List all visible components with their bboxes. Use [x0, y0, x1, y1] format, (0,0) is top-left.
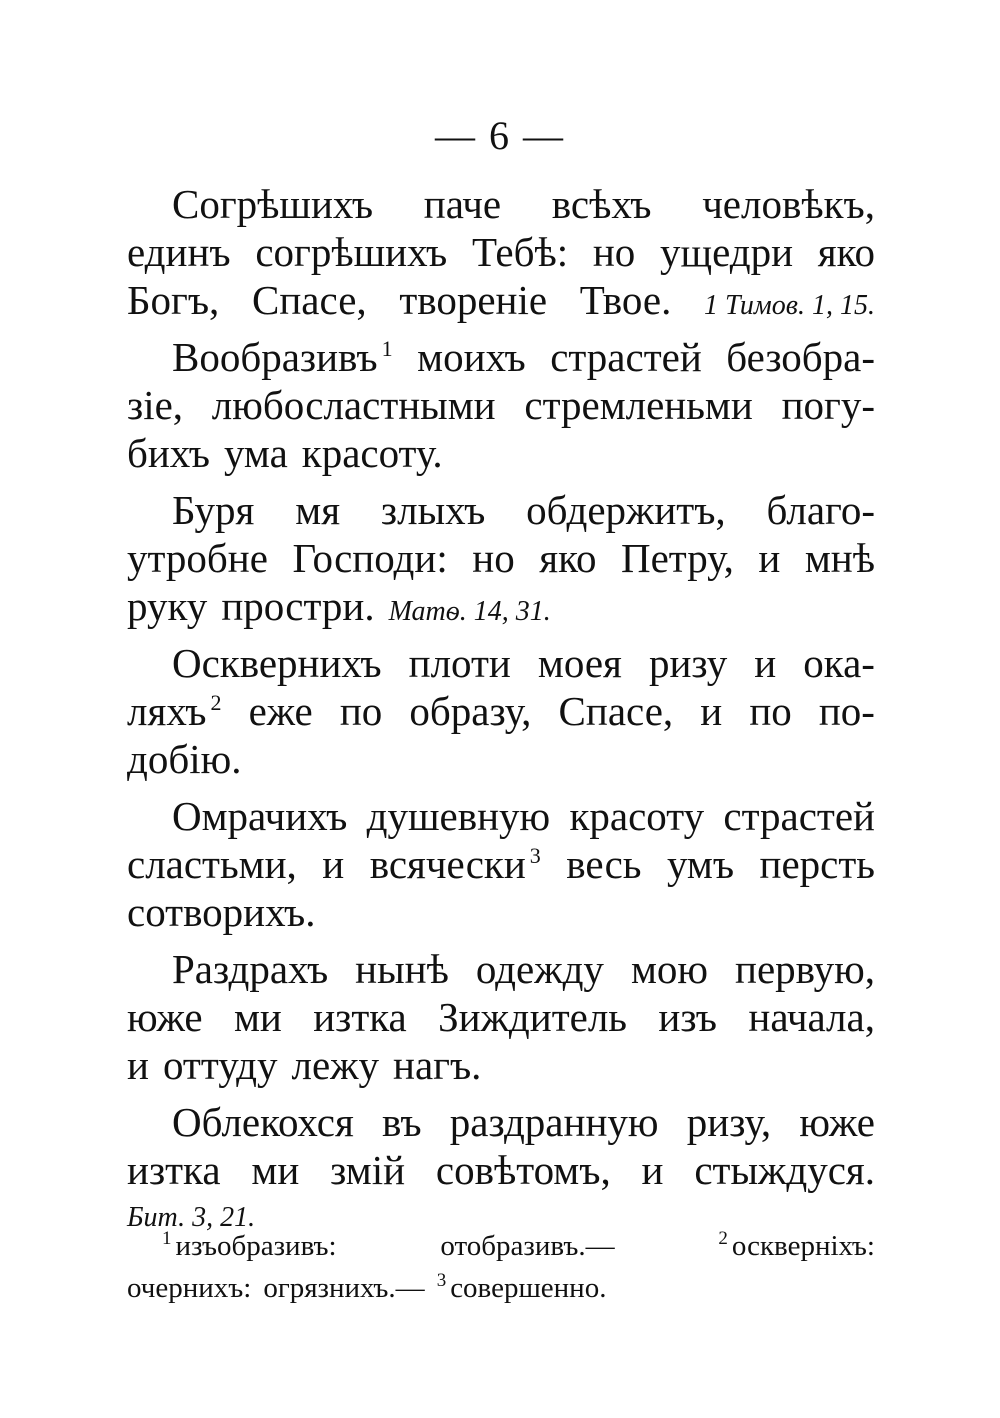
word: умъ	[666, 841, 735, 887]
word: Спасе,	[558, 688, 674, 734]
word: юже	[127, 994, 203, 1040]
word: Тебѣ:	[471, 229, 569, 275]
word: по-	[818, 688, 875, 734]
text-line	[127, 534, 875, 582]
word: мою	[630, 946, 709, 992]
word: оттуду	[162, 1042, 278, 1088]
text-line	[127, 429, 875, 477]
footnotes	[127, 1225, 875, 1309]
word: ока-	[803, 640, 875, 686]
word: безобра-	[726, 334, 875, 380]
word: начала,	[748, 994, 875, 1040]
stanza	[127, 639, 875, 783]
word: плоти	[408, 640, 511, 686]
footnote-marker: 3	[529, 843, 541, 869]
word: красоту	[569, 793, 705, 839]
word: всячески $^3$	[369, 841, 541, 887]
word: благо-	[766, 487, 875, 533]
text-line	[127, 333, 875, 381]
text-line	[127, 639, 875, 687]
word: весь	[566, 841, 642, 887]
stanza	[127, 333, 875, 477]
footnote-marker: 1	[381, 336, 393, 362]
word: сотворихъ.	[127, 889, 316, 935]
word: моея	[537, 640, 622, 686]
footnote-entry: $^2$ оскверніхъ:	[718, 1228, 875, 1262]
word: и	[754, 640, 777, 686]
scripture-reference: Матѳ. 14, 31.	[388, 596, 551, 627]
word: злыхъ	[380, 487, 486, 533]
text-line	[127, 888, 875, 936]
text-line	[127, 1098, 875, 1146]
word: страстей	[723, 793, 875, 839]
word: Петру,	[620, 535, 734, 581]
word: и	[758, 535, 781, 581]
word: ущедри	[660, 229, 794, 275]
text-line	[127, 840, 875, 888]
word: первую,	[735, 946, 875, 992]
footnote-marker: 3	[436, 1270, 447, 1292]
word: по	[749, 688, 792, 734]
word: раздранную	[449, 1099, 659, 1145]
word: лежу	[291, 1042, 379, 1088]
footnote-entry: $^1$ изъобразивъ:	[162, 1228, 337, 1262]
word: Богъ,	[127, 277, 220, 323]
footnote-marker: 2	[718, 1228, 728, 1250]
footnote-marker: 1	[162, 1228, 172, 1250]
word: ризу	[648, 640, 728, 686]
word: стремленьми	[524, 382, 753, 428]
word: изъ	[658, 994, 718, 1040]
word: яко	[539, 535, 597, 581]
word: но	[472, 535, 515, 581]
word: паче	[423, 181, 502, 227]
text-line	[127, 180, 875, 228]
word: одежду	[475, 946, 604, 992]
text-line	[127, 381, 875, 429]
word: бихъ	[127, 430, 210, 476]
word: страстей	[550, 334, 702, 380]
word: стыждуся.	[694, 1147, 875, 1193]
word: сластьми,	[127, 841, 297, 887]
text-line	[127, 1146, 875, 1194]
word: мя	[295, 487, 341, 533]
word: любосластными	[211, 382, 496, 428]
text-line	[127, 1041, 875, 1089]
word: персть	[759, 841, 875, 887]
scripture-reference: 1 Тимов. 1, 15.	[704, 290, 875, 321]
word: твореніе	[399, 277, 548, 323]
word: красоту.	[301, 430, 443, 476]
page-number: — 6 —	[435, 113, 565, 158]
text-line	[127, 735, 875, 783]
word: изтка	[313, 994, 407, 1040]
word: Раздрахъ	[172, 946, 329, 992]
word: душевную	[366, 793, 551, 839]
word: изтка	[127, 1147, 221, 1193]
word: ризу,	[686, 1099, 772, 1145]
word: Буря	[172, 487, 255, 533]
stanza	[127, 486, 875, 630]
word: ми	[233, 994, 282, 1040]
word: Омрачихъ	[172, 793, 348, 839]
word: яко	[817, 229, 875, 275]
word: образу,	[409, 688, 532, 734]
word: Облекохся	[172, 1099, 354, 1145]
text-line	[127, 486, 875, 534]
word: согрѣшихъ	[255, 229, 448, 275]
word: еже	[248, 688, 313, 734]
word: нагъ.	[393, 1042, 482, 1088]
footnote-line	[127, 1267, 875, 1309]
word: мнѣ	[804, 535, 875, 581]
text-line	[127, 945, 875, 993]
word: всѣхъ	[551, 181, 652, 227]
word: моихъ	[417, 334, 526, 380]
stanza	[127, 945, 875, 1089]
text-line	[127, 582, 875, 630]
scripture-reference: Бит. 3, 21.	[127, 1202, 256, 1233]
word: единъ	[127, 229, 231, 275]
word: погу-	[781, 382, 875, 428]
word: ляхъ $^2$	[127, 688, 222, 734]
word: ума	[223, 430, 288, 476]
word: и	[322, 841, 345, 887]
word: Осквернихъ	[172, 640, 382, 686]
word: и	[127, 1042, 149, 1088]
text-line	[127, 993, 875, 1041]
word: Твое.	[579, 277, 672, 323]
word: человѣкъ,	[702, 181, 875, 227]
word: Согрѣшихъ	[172, 181, 374, 227]
text-line	[127, 792, 875, 840]
word: Зиждитель	[438, 994, 628, 1040]
word: нынѣ	[355, 946, 449, 992]
word: простри.	[221, 583, 375, 629]
stanza	[127, 1098, 875, 1242]
footnote-word: огрязнихъ.—	[263, 1272, 425, 1304]
word: и	[700, 688, 723, 734]
stanza	[127, 180, 875, 324]
word: совѣтомъ,	[435, 1147, 611, 1193]
word: утробне	[127, 535, 268, 581]
stanza	[127, 792, 875, 936]
word: но	[592, 229, 636, 275]
word: и	[641, 1147, 664, 1193]
word: Господи:	[292, 535, 448, 581]
footnote-entry: $^3$ совершенно.	[436, 1270, 607, 1304]
footnote-word: очерниxъ:	[127, 1272, 252, 1304]
word: юже	[799, 1099, 875, 1145]
text-line	[127, 276, 875, 324]
footnote-line	[127, 1225, 875, 1267]
word: ми	[251, 1147, 300, 1193]
word: Спасе,	[252, 277, 367, 323]
text-line	[127, 228, 875, 276]
verse-text	[127, 180, 875, 1251]
word: обдержитъ,	[526, 487, 726, 533]
footnote-word: отобразивъ.—	[440, 1230, 615, 1262]
footnote-marker: 2	[210, 690, 222, 716]
word: по	[339, 688, 383, 734]
word: Вообразивъ $^1$	[172, 334, 393, 380]
word: зіе,	[127, 382, 184, 428]
word: руку	[127, 583, 208, 629]
word: добію.	[127, 736, 242, 782]
text-line	[127, 687, 875, 735]
word: змій	[330, 1147, 406, 1193]
word: въ	[382, 1099, 422, 1145]
